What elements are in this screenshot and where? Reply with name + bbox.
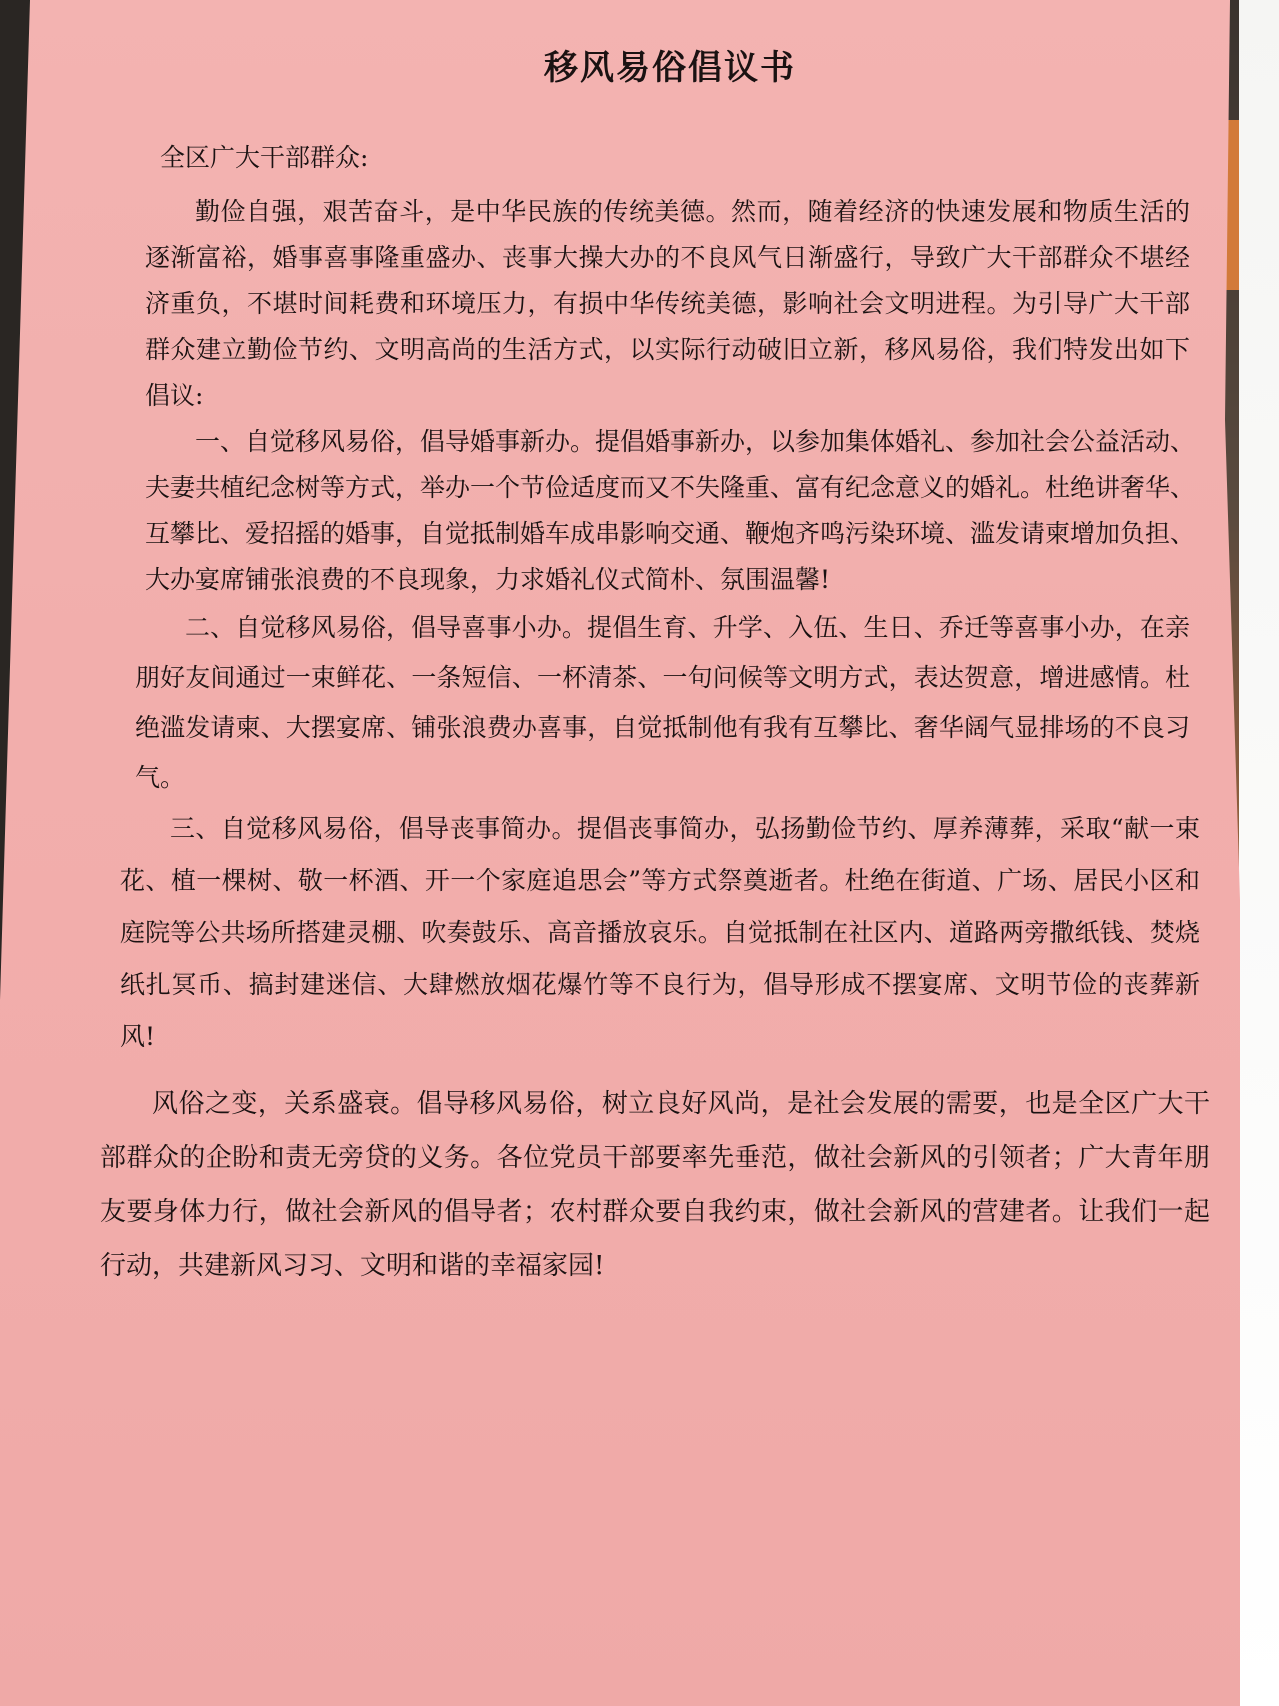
paragraph-funeral: 三、自觉移风易俗，倡导丧事简办。提倡丧事简办，弘扬勤俭节约、厚养薄葬，采取“献一束花、植一棵树、敬一杯酒、开一个家庭追思会”等方式祭奠逝者。杜绝在街道、广场、居民小区和庭院等公共场所搭建灵棚、吹奏鼓乐、高音播放哀乐。自觉抵制在社区内、道路两旁撒纸钱、焚烧纸扎冥币、搞封建迷信、大肆燃放烟花爆竹等不良行为，倡导形成不摆宴席、文明节俭的丧葬新风!: [120, 814, 1200, 1051]
paragraph-celebration: 二、自觉移风易俗，倡导喜事小办。提倡生育、升学、入伍、生日、乔迁等喜事小办，在亲朋好友间通过一束鲜花、一条短信、一杯清茶、一句问候等文明方式，表达贺意，增进感情。杜绝滥发请柬、大摆宴席、铺张浪费办喜事，自觉抵制他有我有互攀比、奢华阔气显排场的不良习气。: [135, 613, 1190, 792]
document-title: 移风易俗倡议书: [544, 48, 796, 88]
salutation: 全区广大干部群众:: [160, 143, 369, 172]
paragraph-closing: 风俗之变，关系盛衰。倡导移风易俗，树立良好风尚，是社会发展的需要，也是全区广大干部群众的企盼和责无旁贷的义务。各位党员干部要率先垂范，做社会新风的引领者；广大青年朋友要身体力行，做社会新风的倡导者；农村群众要自我约束，做社会新风的营建者。让我们一起行动，共建新风习习、文明和谐的幸福家园!: [100, 1089, 1210, 1281]
paragraph-wedding: 一、自觉移风易俗，倡导婚事新办。提倡婚事新办，以参加集体婚礼、参加社会公益活动、夫妻共植纪念树等方式，举办一个节俭适度而又不失隆重、富有纪念意义的婚礼。杜绝讲奢华、互攀比、爱招摇的婚事，自觉抵制婚车成串影响交通、鞭炮齐鸣污染环境、滥发请柬增加负担、大办宴席铺张浪费的不良现象，力求婚礼仪式简朴、氛围温馨!: [145, 427, 1196, 594]
paragraph-intro: 勤俭自强，艰苦奋斗，是中华民族的传统美德。然而，随着经济的快速发展和物质生活的逐渐富裕，婚事喜事隆重盛办、丧事大操大办的不良风气日渐盛行，导致广大干部群众不堪经济重负，不堪时间耗费和环境压力，有损中华传统美德，影响社会文明进程。为引导广大干部群众建立勤俭节约、文明高尚的生活方式，以实际行动破旧立新，移风易俗，我们特发出如下倡议:: [145, 197, 1190, 410]
backdrop-white-pages: [1239, 0, 1279, 1706]
document-content: [90, 40, 1210, 1293]
